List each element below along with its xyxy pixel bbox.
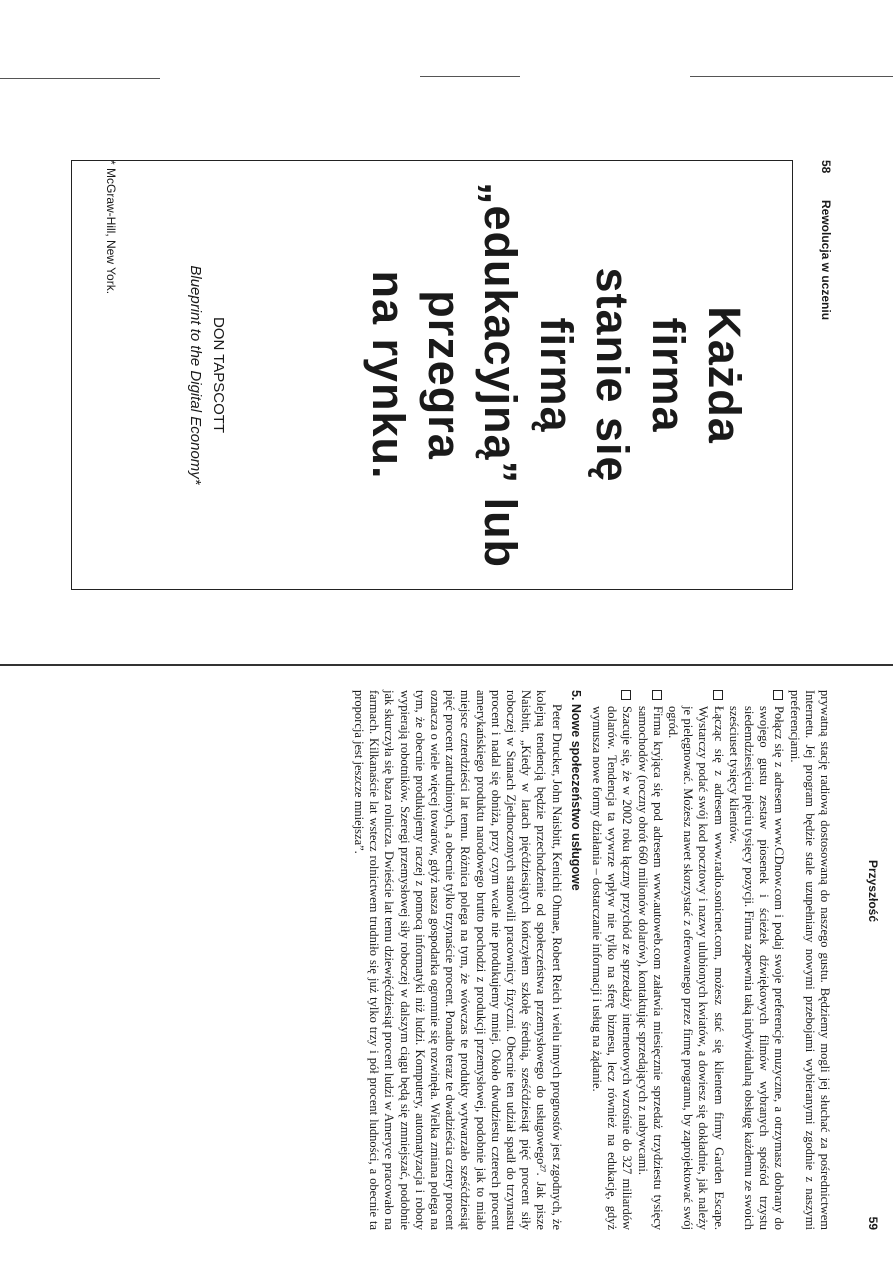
page-header <box>813 160 833 616</box>
list-item <box>726 690 787 1230</box>
quote-line: przegra <box>419 290 470 460</box>
list-item-text: Łącząc się z adresem www.radio.sonicnet.com, możesz stać się klientem firmy Garden Escape. Wystarczy podać swój kod pocztowy i nazwy ulubionych kwiatów, a dowiesz się dokładnie, jak należy je pielęgnować. Możesz nawet skorzystać z oferowanego przez firmę programu, by zaprojektować swój ogród. <box>665 706 726 1230</box>
list-item-text: Firma kryjąca się pod adresem www.autoweb.com załatwia miesięcznie sprzedaż trzydziestu tysięcy samochodów (roczny obrót 660 milionów dolarów), kontaktując sprzedających z nabywcami. <box>635 706 665 1230</box>
quote-line: firmą <box>531 317 582 433</box>
footnote: * McGraw-Hill, New York. <box>104 160 118 295</box>
list-item-text: Szacuje się, że w 2002 roku łączny przychód ze sprzedaży internetowych wzrośnie do 327 miliardów dolarów. Tendencja ta wywrze wpływ nie tylko na sferę biznesu, lecz również na edukację, gdyż wymusza nowe formy działania – dostarczanie informacji i usług na żądanie. <box>589 706 635 1230</box>
quote-line: firma <box>643 317 694 433</box>
quote-line: na rynku. <box>363 270 414 480</box>
scan-edge-line <box>0 78 160 79</box>
body-text <box>351 690 832 1230</box>
page-58 <box>0 160 893 616</box>
section-title: 5. Nowe społeczeństwo usługowe <box>568 690 583 891</box>
quote-line: „edukacyjną” lub <box>475 181 526 569</box>
page-59 <box>0 690 880 1230</box>
list-item <box>589 690 635 1230</box>
checkbox-bullet-icon <box>621 690 631 700</box>
quote-source: Blueprint to the Digital Economy* <box>187 265 204 485</box>
quote-line: Każda <box>699 306 750 444</box>
quote-block <box>360 161 752 589</box>
scan-edge-line <box>690 76 893 77</box>
quote-frame <box>71 160 793 590</box>
checkbox-bullet-icon <box>713 690 723 700</box>
paragraph: prywatną stację radiową dostosowaną do naszego gustu. Będziemy mogli jej słuchać za pośrednictwem Internetu. Jej program będzie stale uzupełniany nowymi przebojami wybieranymi zgodnie z naszymi preferencjami. <box>787 690 832 1230</box>
quote-author: DON TAPSCOTT <box>210 316 227 434</box>
scan-edge-line <box>420 76 520 77</box>
list-item <box>665 690 726 1230</box>
checkbox-bullet-icon <box>773 690 783 700</box>
page-number: 59 <box>866 1216 880 1230</box>
list-item-text: Połącz się z adresem www.CDnow.com i podaj swoje preferencje muzyczne, a otrzymasz dobrany do swojego gustu zestaw piosenek i ścieżek dźwiękowych filmów wybranych spośród trzystu siedemdziesięciu pięciu tysięcy pozycji. Firma zapewnia taką indywidualną obsługę każdemu ze swoich sześciuset tysięcy klientów. <box>726 706 787 1230</box>
checkbox-bullet-icon <box>652 690 662 700</box>
paragraph: Peter Drucker, John Naisbitt, Kenichi Ohmae, Robert Reich i wielu innych prognostów jest zgodnych, że kolejną tendencją będzie przechodzenie od społeczeństwa przemysłowego do usługowego²⁷. Jak pisze Naisbitt, „Kiedy w latach pięćdziesiątych kończyłem szkołę średnią, sześćdziesiąt pięć procent siły roboczej w Stanach Zjednoczonych stanowili pracownicy fizyczni. Obecnie ten udział spadł do trzynastu procent i nadal się obniża, przy czym wcale nie produkujemy mniej. Około dwudziestu czterech procent amerykańskiego produktu narodowego brutto pochodzi z produkcji przemysłowej, podobnie jak to miało miejsce czterdzieści lat temu. Różnica polega na tym, że wówczas te produkty wytwarzało sześćdziesiąt pięć procent zatrudnionych, a obecnie tylko trzynaście procent. Ponadto teraz te dwadzieścia cztery procent oznacza o wiele więcej towarów, gdyż nasza gospodarka ogromnie się rozwinęła. Wielka zmiana polega na tym, że obecnie produkujemy raczej z pomocą informatyki niż ludzi. Komputery, automatyzacja i roboty wypierają robotników. Szeregi przemysłowej siły roboczej w dalszym ciągu będą się zmniejszać, podobnie jak skurczyła się baza rolnicza. Dwieście lat temu dziewięćdziesiąt procent ludzi w Ameryce pracowało na farmach. Kilkanaście lat wstecz rolnictwem trudniło się już tylko trzy i pół procent ludności, a obecnie ta proporcja jest jeszcze mniejsza”. <box>351 690 564 1230</box>
page-header <box>860 690 880 1230</box>
running-head: Rewolucja w uczeniu <box>819 200 833 321</box>
quote-line: stanie się <box>587 267 638 483</box>
page-number: 58 <box>819 160 833 174</box>
list-item <box>634 690 664 1230</box>
running-head: Przyszłość <box>866 860 880 923</box>
page-gutter-line <box>0 664 893 666</box>
